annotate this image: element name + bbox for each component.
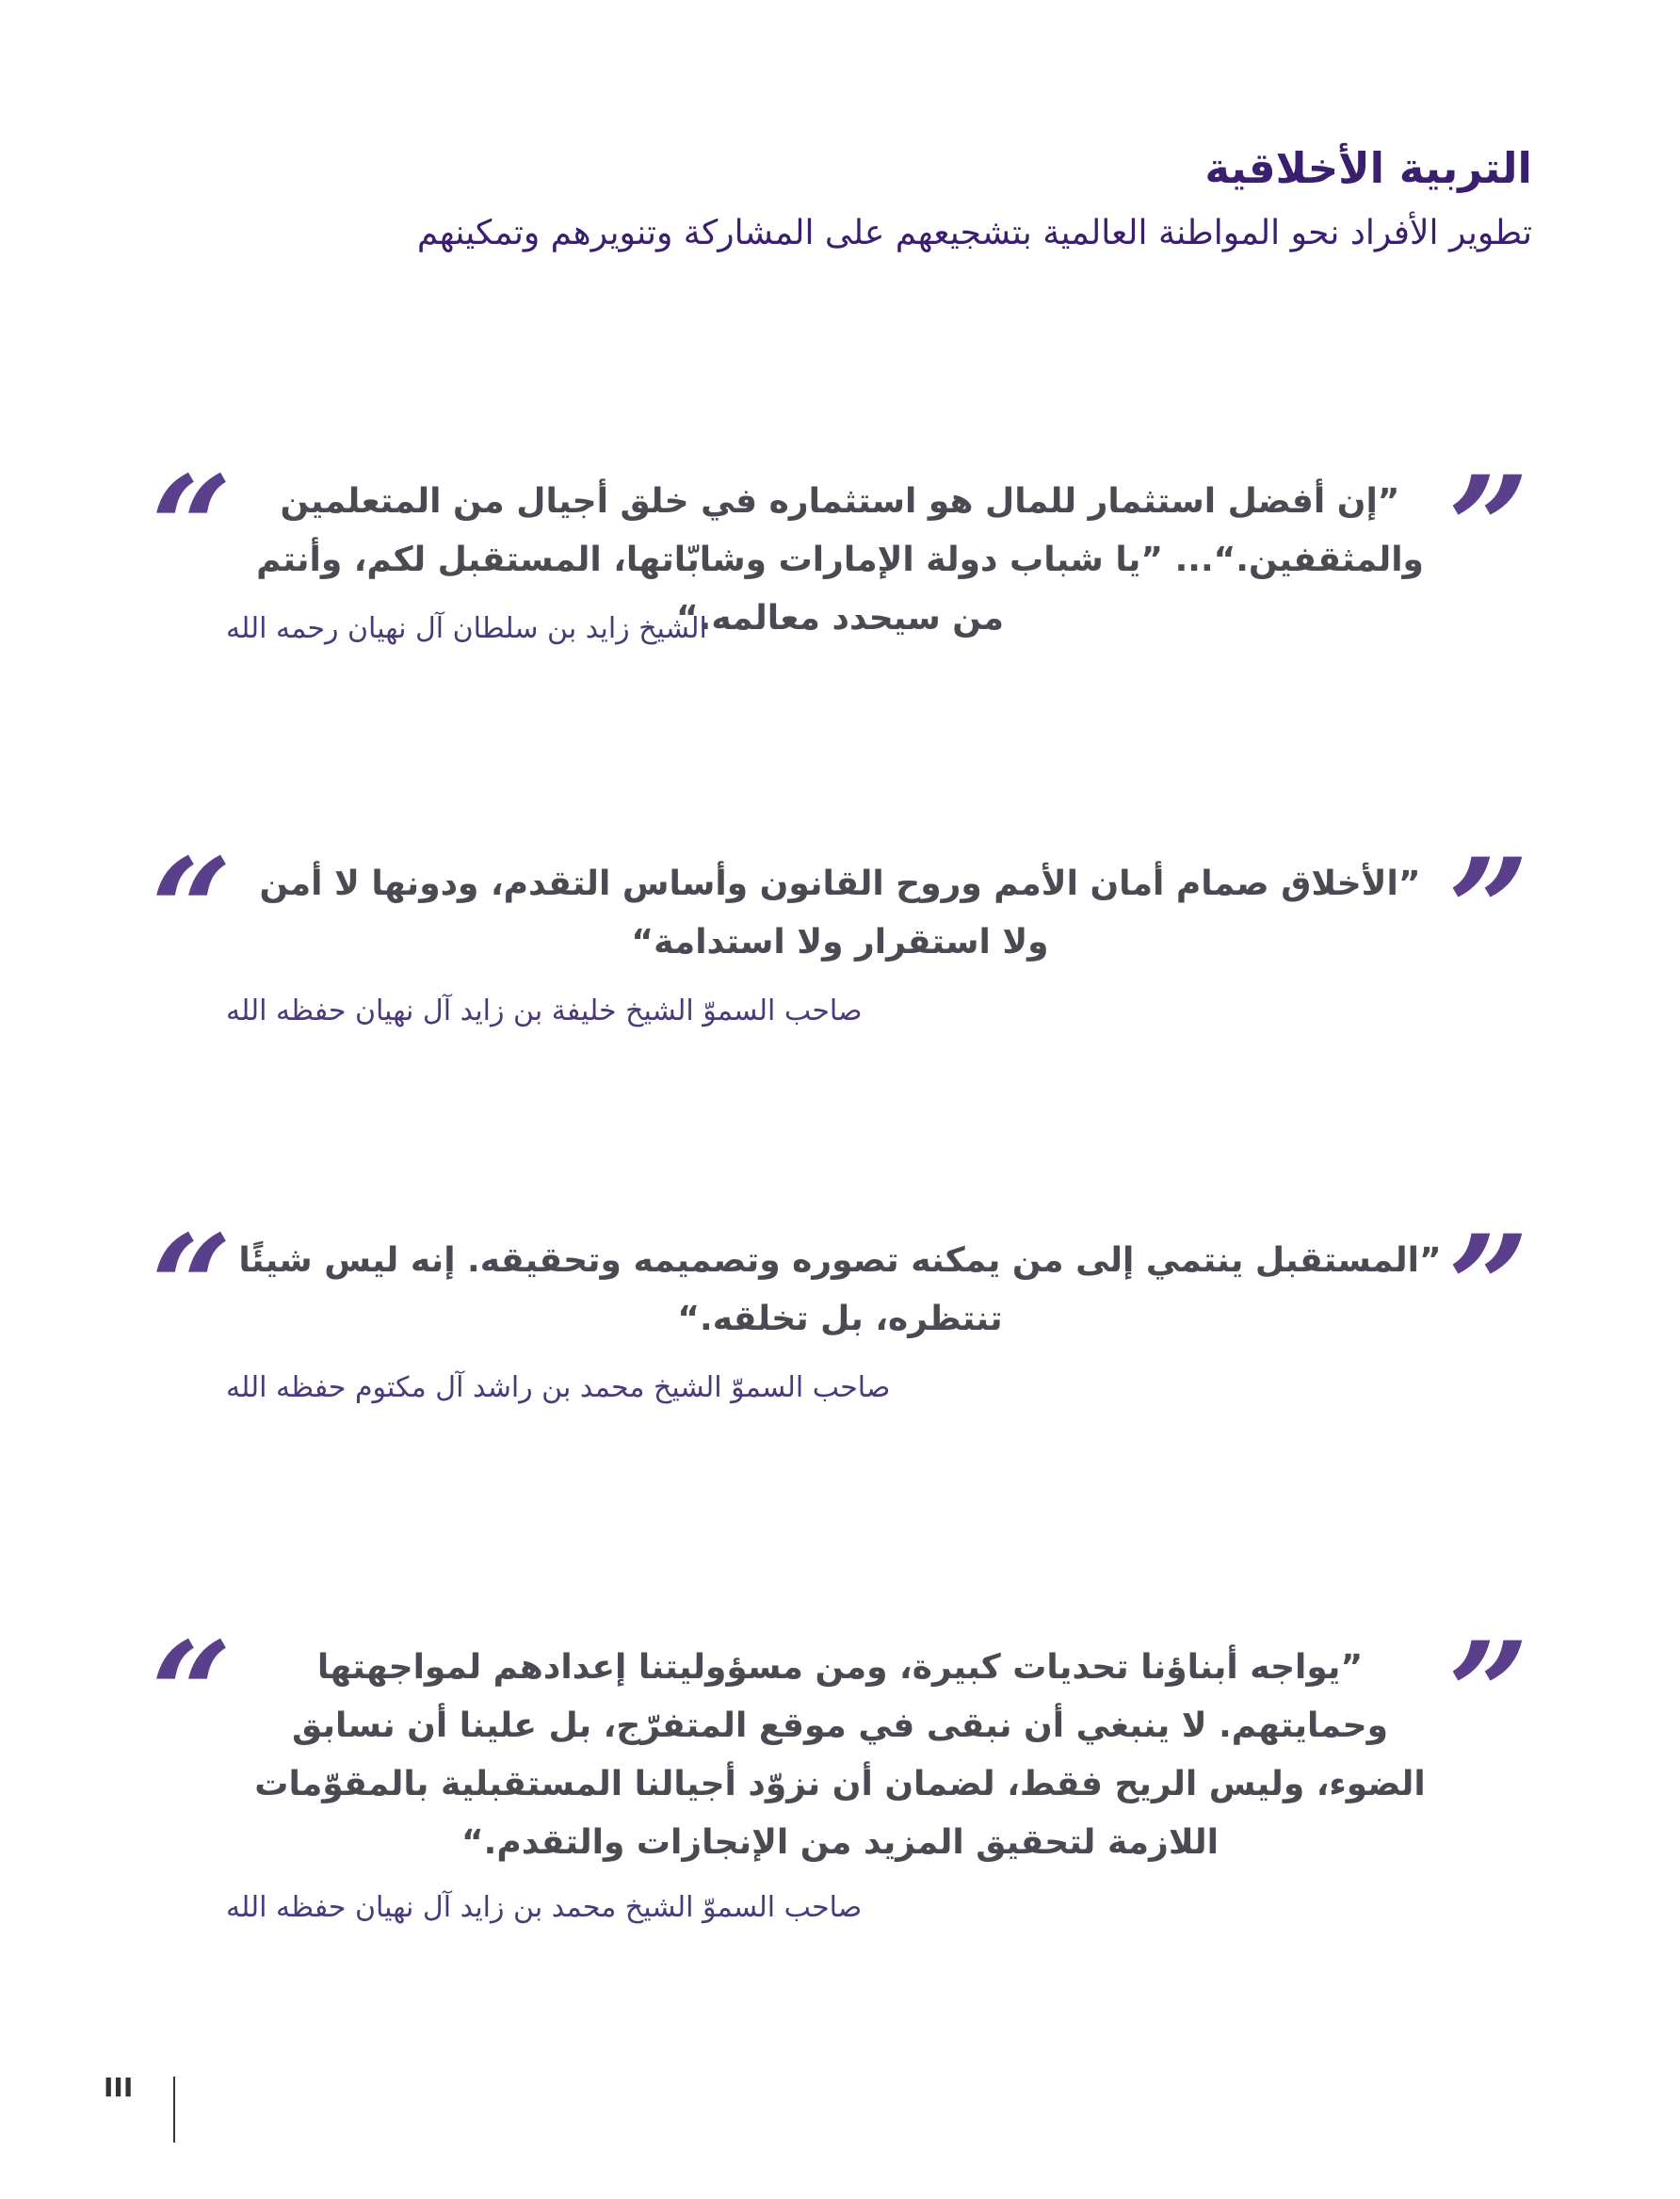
page-number: III	[104, 2072, 134, 2103]
quote-block	[151, 828, 1529, 1100]
page-header	[214, 141, 1532, 257]
close-quote-icon: ”	[1447, 1205, 1529, 1370]
quote-block	[151, 1611, 1529, 1959]
page-title: التربية الأخلاقية	[1204, 143, 1532, 193]
quote-text: ”إن أفضل استثمار للمال هو استثماره في خلق أجيال من المتعلمين والمثقفين.“... ”يا شباب دولة الإمارات وشابّاتها، المستقبل لكم، وأنتم من سيحدد معالمه.“	[256, 482, 1424, 638]
quote-attribution: صاحب السموّ الشيخ محمد بن راشد آل مكتوم حفظه الله	[226, 1371, 891, 1404]
quote-text: ”الأخلاق صمام أمان الأمم وروح القانون وأساس التقدم، ودونها لا أمن ولا استقرار ولا استدامة“	[259, 865, 1421, 962]
open-quote-icon: “	[151, 828, 233, 994]
close-quote-icon: ”	[1447, 1611, 1529, 1777]
page-subtitle: تطوير الأفراد نحو المواطنة العالمية بتشجيعهم على المشاركة وتنويرهم وتمكينهم	[416, 213, 1532, 252]
quote-block	[151, 1205, 1529, 1477]
quote-text: ”يواجه أبناؤنا تحديات كبيرة، ومن مسؤوليتنا إعدادهم لمواجهتها وحمايتهم. لا ينبغي أن نبقى في موقع المتفرّج، بل علينا أن نسابق الضوء، وليس الريح فقط، لضمان أن نزوّد أجيالنا المستقبلية بالمقوّمات اللازمة لتحقيق المزيد من الإنجازات والتقدم.“	[254, 1648, 1426, 1862]
open-quote-icon: “	[151, 1205, 233, 1370]
quote-block	[151, 445, 1529, 718]
quote-attribution: صاحب السموّ الشيخ خليفة بن زايد آل نهيان حفظه الله	[226, 994, 863, 1027]
footer-divider	[173, 2077, 175, 2142]
open-quote-icon: “	[151, 1611, 233, 1777]
close-quote-icon: ”	[1447, 445, 1529, 611]
quote-attribution: الشيخ زايد بن سلطان آل نهيان رحمه الله	[226, 612, 707, 645]
quote-attribution: صاحب السموّ الشيخ محمد بن زايد آل نهيان حفظه الله	[226, 1891, 863, 1924]
quote-text: ”المستقبل ينتمي إلى من يمكنه تصوره وتصميمه وتحقيقه. إنه ليس شيئًا تنتظره، بل تخلقه.“	[238, 1241, 1442, 1338]
close-quote-icon: ”	[1447, 828, 1529, 994]
open-quote-icon: “	[151, 445, 233, 611]
